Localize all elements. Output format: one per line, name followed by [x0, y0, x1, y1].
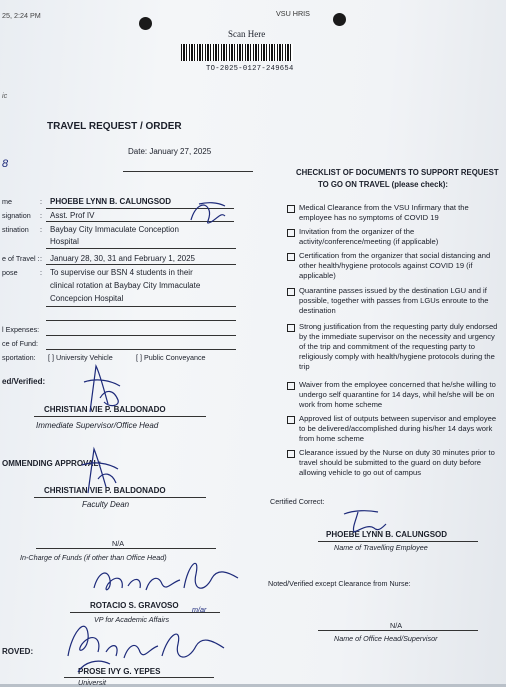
checklist-item-text: Certification from the organizer that social distancing and other health/hygiene protocols against COVID 19 (if applicable) [299, 251, 491, 281]
margin-note: 8 [2, 158, 9, 170]
destination-line2: Hospital [50, 237, 79, 246]
colon: : [40, 268, 42, 277]
employee-initials-signature [185, 196, 231, 234]
dean-name: CHRISTIAN VIE P. BALDONADO [44, 486, 166, 495]
fund-underline [46, 349, 236, 350]
name-label: me [2, 197, 12, 206]
transport-option-public-label: Public Conveyance [144, 353, 206, 362]
checkbox[interactable] [287, 205, 295, 213]
barcode [181, 44, 293, 61]
checkbox[interactable] [287, 288, 295, 296]
purpose-underline [46, 306, 236, 307]
punch-hole-right [333, 13, 346, 26]
name-value: PHOEBE LYNN B. CALUNGSOD [50, 197, 172, 206]
dean-signature [70, 445, 132, 497]
travel-date-value: January 28, 30, 31 and February 1, 2025 [50, 254, 195, 263]
destination-label: stination [2, 225, 29, 234]
employee-title: Name of Travelling Employee [334, 543, 428, 552]
checklist-item-text: Strong justification from the requesting party duly endorsed by the immediate supervisor on the necessity and urgency of the trip and commitment of the requesting party to religiously comply with health/hygiene protocols during the trip [299, 322, 498, 372]
noted-label: Noted/Verified except Clearance from Nurse: [268, 579, 411, 588]
punch-hole-left [139, 17, 152, 30]
designation-value: Asst. Prof IV [50, 211, 95, 220]
checklist-item-text: Waiver from the employee concerned that he/she willing to undergo self quarantine for 14 days, whil he/she will be on work from home scheme [299, 380, 496, 410]
travel-date-label: e of Travel : [2, 254, 40, 263]
checklist-item-text: Approved list of outputs between supervisor and employee to be delivered/accomplished during his/her 14 days work from home scheme [299, 414, 497, 444]
president-name: PROSE IVY G. YEPES [78, 667, 161, 676]
checklist-item[interactable] [287, 286, 503, 316]
colon: : [40, 254, 42, 263]
tracking-number: TO-2025-0127-249654 [206, 65, 294, 73]
date-underline [123, 171, 253, 172]
checklist-item-text: Quarantine passes issued by the destination LGU and if possible, together with passes from LGUs enroute to the destination [299, 286, 489, 316]
purpose-line2: clinical rotation at Baybay City Immaculate [50, 281, 201, 290]
certified-label: Certified Correct: [270, 497, 325, 506]
form-title: TRAVEL REQUEST / ORDER [47, 121, 182, 132]
transport-option-public[interactable]: [ ] Public Conveyance [136, 353, 206, 362]
colon: : [40, 225, 42, 234]
president-signature [58, 612, 230, 684]
recommended-label: ed/Verified: [2, 377, 46, 386]
vp-initial-mark: m/ar [192, 605, 207, 614]
checklist-item[interactable] [287, 322, 503, 372]
scan-here-label: Scan Here [228, 29, 266, 39]
funds-value: N/A [112, 539, 124, 548]
dean-title: Faculty Dean [82, 500, 130, 509]
approved-label: ROVED: [2, 647, 34, 656]
checkbox[interactable] [287, 416, 295, 424]
checklist-item-text: Invitation from the organizer of the activity/conference/meeting (if applicable) [299, 227, 439, 247]
checklist-title-line1: CHECKLIST OF DOCUMENTS TO SUPPORT REQUEST [296, 168, 499, 177]
transport-option-university[interactable]: [ ] University Vehicle [48, 353, 113, 362]
transport-option-university-label: University Vehicle [56, 353, 113, 362]
purpose-line3: Concepcion Hospital [50, 294, 124, 303]
vp-name: ROTACIO S. GRAVOSO [90, 601, 179, 610]
expenses-label: l Expenses: [2, 325, 40, 334]
checklist-title-line2: TO GO ON TRAVEL (please check): [318, 180, 448, 189]
date-value: January 27, 2025 [149, 147, 212, 156]
dean-underline [34, 497, 206, 498]
employee-name: PHOEBE LYNN B. CALUNGSOD [326, 530, 448, 539]
system-name: VSU HRIS [276, 9, 310, 18]
supervisor-underline [34, 416, 206, 417]
employee-underline [318, 541, 478, 542]
funds-title: In-Charge of Funds (if other than Office Head) [20, 553, 167, 562]
recommending-label: OMMENDING APPROVAL: [2, 459, 102, 468]
checklist-item-text: Clearance issued by the Nurse on duty 30 minutes prior to travel should be submitted to the guard on duty before allowing vehicle to go out of campus [299, 448, 495, 478]
purpose-underline-2 [46, 320, 236, 321]
date-row [128, 147, 211, 156]
colon: : [40, 197, 42, 206]
checklist-item-text: Medical Clearance from the VSU Infirmary that the employee has no symptoms of COVID 19 [299, 203, 469, 223]
office-head-underline [318, 630, 478, 631]
checklist-item[interactable] [287, 380, 503, 410]
fund-label: ce of Fund: [2, 339, 38, 348]
destination-underline [46, 248, 236, 249]
office-head-title: Name of Office Head/Supervisor [334, 634, 438, 643]
employee-certified-signature [338, 506, 390, 538]
vp-title: VP for Academic Affairs [94, 615, 170, 624]
vp-signature [88, 548, 248, 604]
colon: : [40, 211, 42, 220]
purpose-label: pose [2, 268, 18, 277]
travel-date-underline [46, 264, 236, 265]
transport-label: sportation: [2, 353, 36, 362]
margin-mark: ic [2, 91, 8, 100]
checkbox[interactable] [287, 450, 295, 458]
date-label: Date: [128, 147, 148, 156]
purpose-line1: To supervise our BSN 4 students in their [50, 268, 193, 277]
checklist-item[interactable] [287, 251, 503, 281]
supervisor-signature [70, 360, 134, 416]
checklist-item[interactable] [287, 203, 503, 223]
president-title: Universit [78, 678, 106, 687]
checkbox[interactable] [287, 229, 295, 237]
expenses-underline [46, 335, 236, 336]
checkbox[interactable] [287, 324, 295, 332]
checklist-item[interactable] [287, 448, 503, 478]
supervisor-name: CHRISTIAN VIE P. BALDONADO [44, 405, 166, 414]
checklist-item[interactable] [287, 227, 503, 247]
office-head-value: N/A [390, 621, 402, 630]
checkbox[interactable] [287, 382, 295, 390]
checkbox[interactable] [287, 253, 295, 261]
destination-line1: Baybay City Immaculate Conception [50, 225, 179, 234]
supervisor-title: Immediate Supervisor/Office Head [36, 421, 159, 430]
print-timestamp: 25, 2:24 PM [2, 11, 41, 20]
checklist-item[interactable] [287, 414, 503, 444]
designation-label: signation [2, 211, 31, 220]
